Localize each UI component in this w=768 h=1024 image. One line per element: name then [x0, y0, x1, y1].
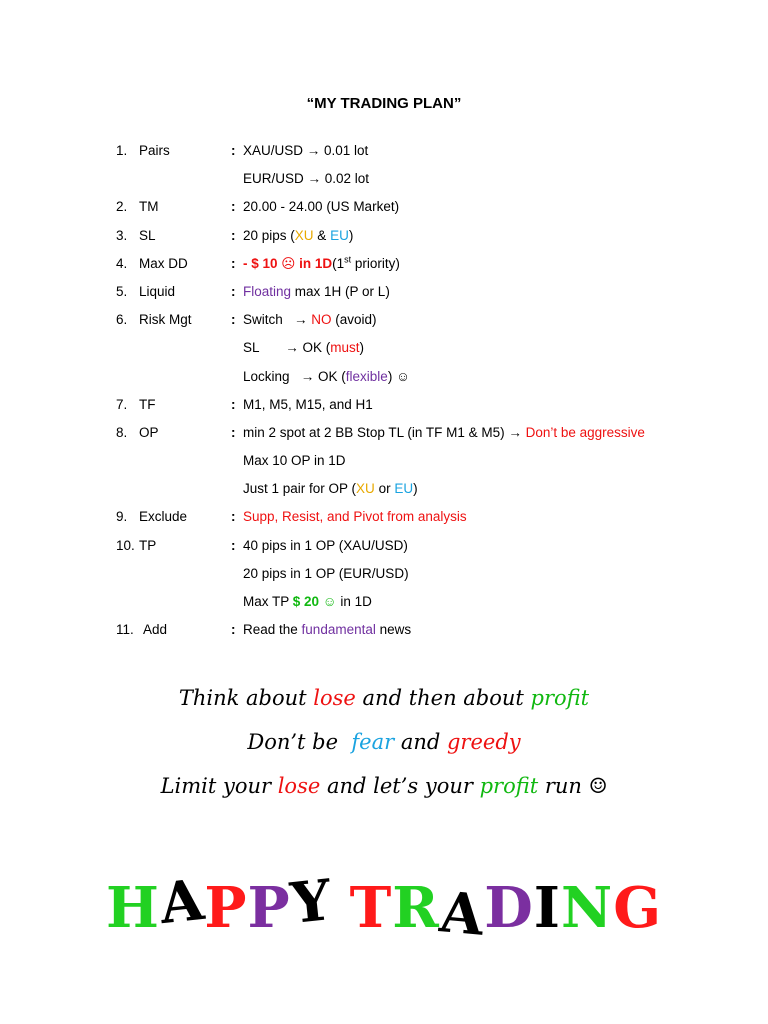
plan-item-risk-locking [0, 366, 768, 394]
item-colon: : [231, 199, 236, 215]
item-label: Risk Mgt [139, 312, 192, 328]
quote-line-3 [0, 766, 768, 810]
quote-text: and let’s your [320, 774, 480, 798]
max-tp-amount: $ 20 ☺ [292, 594, 337, 609]
item-number: 11. [116, 622, 134, 638]
item-value: XAU/USD → 0.01 lot [243, 143, 369, 158]
item-colon: : [231, 622, 236, 638]
must-label: must [330, 340, 360, 356]
item-value [243, 422, 645, 444]
value-text: ) [413, 481, 418, 497]
trading-plan-list [0, 140, 768, 647]
value-text: Max TP [243, 594, 293, 609]
value-text: Just 1 pair for OP ( [243, 481, 357, 497]
item-value [243, 253, 400, 275]
banner-letter: A [156, 866, 208, 938]
item-colon: : [231, 537, 236, 553]
banner-letter: R [392, 875, 440, 941]
value-text: (avoid) [331, 312, 377, 328]
item-value: Supp, Resist, and Pivot from analysis [243, 509, 467, 525]
value-text: in 1D [336, 594, 372, 609]
item-number: 9. [116, 509, 128, 525]
value-text: priority) [351, 255, 400, 271]
no-label: NO [311, 312, 332, 328]
ordinal-suffix: st [344, 254, 352, 265]
plan-item-op-max [0, 450, 768, 478]
item-label: OP [139, 424, 159, 440]
item-number: 10. [116, 537, 135, 553]
value-text: (1 [332, 255, 345, 271]
item-colon: : [231, 312, 236, 328]
value-text: SL → OK ( [243, 340, 331, 356]
item-colon: : [231, 143, 236, 158]
plan-item-max-dd [0, 253, 768, 281]
item-label: SL [139, 227, 156, 243]
quote-text: Think about [178, 686, 314, 710]
item-value [243, 225, 353, 247]
value-text: max 1H (P or L) [291, 283, 390, 299]
value-text: min 2 spot at 2 BB Stop TL (in TF M1 & M5) → [243, 424, 526, 440]
plan-item-tp-max [0, 591, 768, 619]
plan-item-exclude [0, 506, 768, 534]
item-value [243, 309, 377, 331]
plan-item-sl [0, 225, 768, 253]
plan-item-risk-sl [0, 337, 768, 365]
xu-label: XU [294, 227, 314, 243]
item-label: TM [139, 199, 159, 215]
eu-label: EU [394, 481, 414, 497]
banner-letter: N [561, 875, 614, 941]
item-colon: : [231, 227, 236, 243]
motivational-quotes [0, 678, 768, 810]
item-number: 1. [116, 143, 128, 158]
item-colon: : [231, 396, 236, 412]
plan-item-op-pair [0, 478, 768, 506]
happy-trading-banner [0, 868, 768, 948]
quote-line-2 [0, 722, 768, 766]
item-value: 20 pips in 1 OP (EUR/USD) [243, 565, 409, 581]
item-value: 40 pips in 1 OP (XAU/USD) [243, 537, 408, 553]
value-text: Switch → [243, 312, 312, 328]
plan-item-add [0, 619, 768, 647]
fundamental-label: fundamental [301, 622, 376, 638]
quote-text: and [394, 730, 447, 754]
value-text: & [313, 227, 331, 243]
item-value: Max 10 OP in 1D [243, 453, 346, 469]
item-colon: : [231, 424, 236, 440]
warning-text: Don’t be aggressive [525, 424, 645, 440]
item-label: Exclude [139, 509, 188, 525]
item-value [243, 619, 411, 641]
quote-profit: profit [479, 774, 539, 798]
item-value [243, 366, 410, 388]
max-dd-amount: - $ 10 ☹ in 1D [243, 255, 333, 271]
value-text: or [374, 481, 395, 497]
item-value [243, 591, 372, 613]
item-label: TF [139, 396, 156, 412]
quote-fear: fear [351, 730, 395, 754]
banner-letter: I [533, 875, 561, 941]
item-value [243, 478, 418, 500]
item-value: EUR/USD → 0.02 lot [243, 171, 370, 187]
banner-letter: A [436, 879, 488, 949]
xu-label: XU [356, 481, 375, 497]
item-label: Pairs [139, 143, 170, 158]
item-value [243, 281, 390, 303]
plan-item-pairs-cont [0, 168, 768, 196]
quote-lose: lose [313, 686, 356, 710]
item-label: Liquid [139, 283, 176, 299]
quote-text: Limit your [160, 774, 278, 798]
item-number: 5. [116, 283, 128, 299]
quote-text: run ☺ [538, 774, 608, 798]
banner-letter: P [247, 875, 291, 941]
item-label: Max DD [139, 255, 188, 271]
item-colon: : [231, 283, 236, 299]
banner-letter: Y [287, 867, 335, 937]
quote-lose: lose [277, 774, 321, 798]
quote-profit: profit [530, 686, 590, 710]
plan-item-tf [0, 394, 768, 422]
eu-label: EU [330, 227, 349, 243]
item-number: 6. [116, 312, 128, 328]
item-number: 2. [116, 199, 128, 215]
plan-item-tp-eur [0, 563, 768, 591]
flexible-label: flexible [345, 368, 388, 384]
item-value [243, 337, 364, 359]
value-text: 20 pips ( [243, 227, 295, 243]
item-number: 4. [116, 255, 128, 271]
banner-letter: P [204, 875, 248, 941]
value-text: ) ☺ [387, 368, 410, 384]
value-text: news [375, 622, 412, 638]
value-text: Locking → OK ( [243, 368, 346, 384]
plan-item-risk-mgt [0, 309, 768, 337]
item-label: Add [143, 622, 168, 638]
plan-item-liquid [0, 281, 768, 309]
item-value: 20.00 - 24.00 (US Market) [243, 199, 400, 215]
banner-letter: T [349, 875, 393, 941]
item-number: 7. [116, 396, 128, 412]
banner-letter: G [613, 875, 663, 941]
value-text: ) [348, 227, 354, 243]
banner-letter: H [105, 875, 160, 941]
item-colon: : [231, 509, 236, 525]
quote-greedy: greedy [446, 730, 521, 754]
value-text: Read the [243, 622, 302, 638]
quote-text: Don’t be [247, 730, 352, 754]
item-colon: : [231, 255, 236, 271]
item-value: M1, M5, M15, and H1 [243, 396, 373, 412]
page-title: “MY TRADING PLAN” [306, 95, 462, 112]
item-number: 8. [116, 424, 128, 440]
plan-item-op [0, 422, 768, 450]
quote-text: and then about [355, 686, 531, 710]
plan-item-tp [0, 535, 768, 563]
quote-line-1 [0, 678, 768, 722]
banner-letter: D [484, 875, 534, 941]
item-label: TP [139, 537, 157, 553]
floating-label: Floating [243, 283, 292, 299]
plan-item-pairs [0, 140, 768, 168]
value-text: ) [359, 340, 365, 356]
item-number: 3. [116, 227, 128, 243]
plan-item-tm [0, 196, 768, 224]
